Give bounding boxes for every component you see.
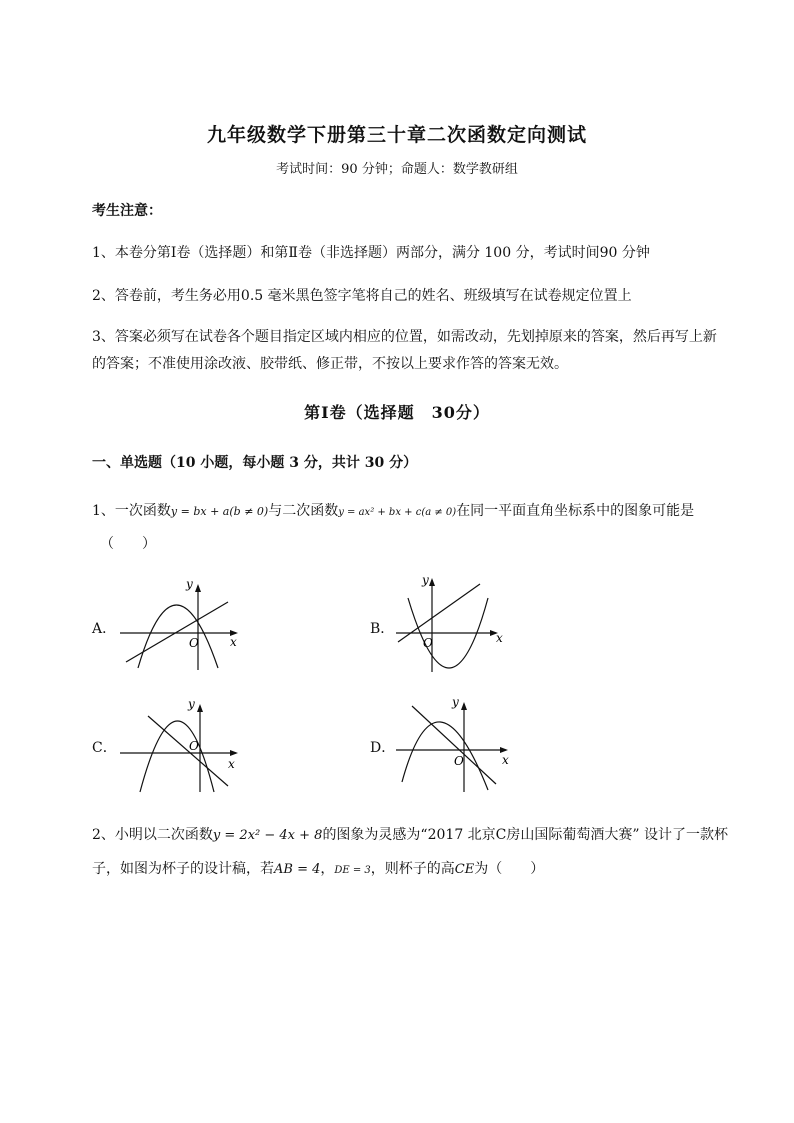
q2-line2-suffix: ，则杯子的高 [370, 861, 455, 877]
section-title: 第Ⅰ卷（选择题 30分） [304, 403, 490, 422]
q2-expression: y = 2x² − 4x + 8 [212, 828, 323, 843]
y-axis-label: y [422, 573, 429, 587]
y-axis-arrow [195, 584, 201, 592]
option-a-graph [112, 572, 252, 682]
notice-heading: 考生注意： [92, 203, 162, 219]
q2-ce: CE [454, 862, 475, 877]
option-a-label: A． [92, 621, 117, 637]
origin-label: O [189, 739, 199, 753]
option-d-graph [392, 692, 532, 802]
option-b-graph [392, 572, 532, 682]
option-b-label: B． [370, 621, 395, 637]
x-axis-label: x [228, 757, 235, 771]
y-axis-arrow [461, 702, 467, 710]
y-axis-label: y [452, 695, 459, 709]
question-2-line-2 [92, 858, 544, 878]
q2-prefix: 2、小明以二次函数 [92, 827, 213, 843]
notice-item-2: 2、答卷前，考生务必用0.5 毫米黑色签字笔将自己的姓名、班级填写在试卷规定位置上 [92, 288, 632, 304]
notice-item-1: 1、本卷分第Ⅰ卷（选择题）和第Ⅱ卷（非选择题）两部分，满分 100 分，考试时间90 分钟 [92, 245, 650, 261]
exam-info: 考试时间：90 分钟；命题人：数学教研组 [276, 162, 518, 177]
q1-quadratic-expression: y = ax² + bx + c(a ≠ 0) [338, 507, 457, 518]
y-axis-label: y [188, 697, 195, 711]
q2-line2-prefix: 子，如图为杯子的设计稿，若 [92, 861, 274, 877]
q2-line2-end: 为（ ） [474, 861, 545, 877]
line [412, 706, 496, 784]
q2-comma: ， [320, 861, 335, 877]
option-c-label: C． [92, 740, 117, 756]
origin-label: O [423, 636, 433, 650]
x-axis-arrow [230, 750, 238, 756]
q2-de: DE = 3 [334, 865, 371, 876]
q1-prefix: 1、一次函数 [92, 503, 171, 519]
page-title: 九年级数学下册第三十章二次函数定向测试 [206, 124, 587, 146]
y-axis-label: y [186, 577, 193, 591]
question-2-line-1 [92, 824, 728, 844]
y-axis-arrow [429, 578, 435, 586]
notice-item-3: 3、答案必须写在试卷各个题目指定区域内相应的位置，如需改动，先划掉原来的答案，然后再写上新 [92, 329, 717, 345]
origin-label: O [454, 754, 464, 768]
subsection-title: 一、单选题（10 小题，每小题 3 分，共计 30 分） [92, 455, 418, 471]
option-d-label: D． [370, 740, 396, 756]
q1-answer-paren: （ ） [100, 536, 156, 552]
q1-mid: 与二次函数 [268, 503, 339, 519]
origin-label: O [189, 636, 199, 650]
option-c-graph [112, 692, 252, 802]
q2-ab: AB = 4 [274, 862, 321, 877]
y-axis-arrow [197, 704, 203, 712]
parabola [140, 721, 214, 792]
q2-line1-suffix: 的图象为灵感为“2017 北京C房山国际葡萄酒大赛” 设计了一款杯 [322, 827, 728, 843]
x-axis-label: x [496, 631, 503, 645]
question-1-stem [92, 500, 694, 520]
q1-suffix: 在同一平面直角坐标系中的图象可能是 [456, 503, 695, 519]
x-axis-label: x [502, 753, 509, 767]
parabola [402, 722, 488, 790]
q1-linear-expression: y = bx + a(b ≠ 0) [170, 505, 269, 518]
x-axis-label: x [230, 635, 237, 649]
notice-item-3-continued: 的答案；不准使用涂改液、胶带纸、修正带，不按以上要求作答的答案无效。 [92, 356, 568, 372]
